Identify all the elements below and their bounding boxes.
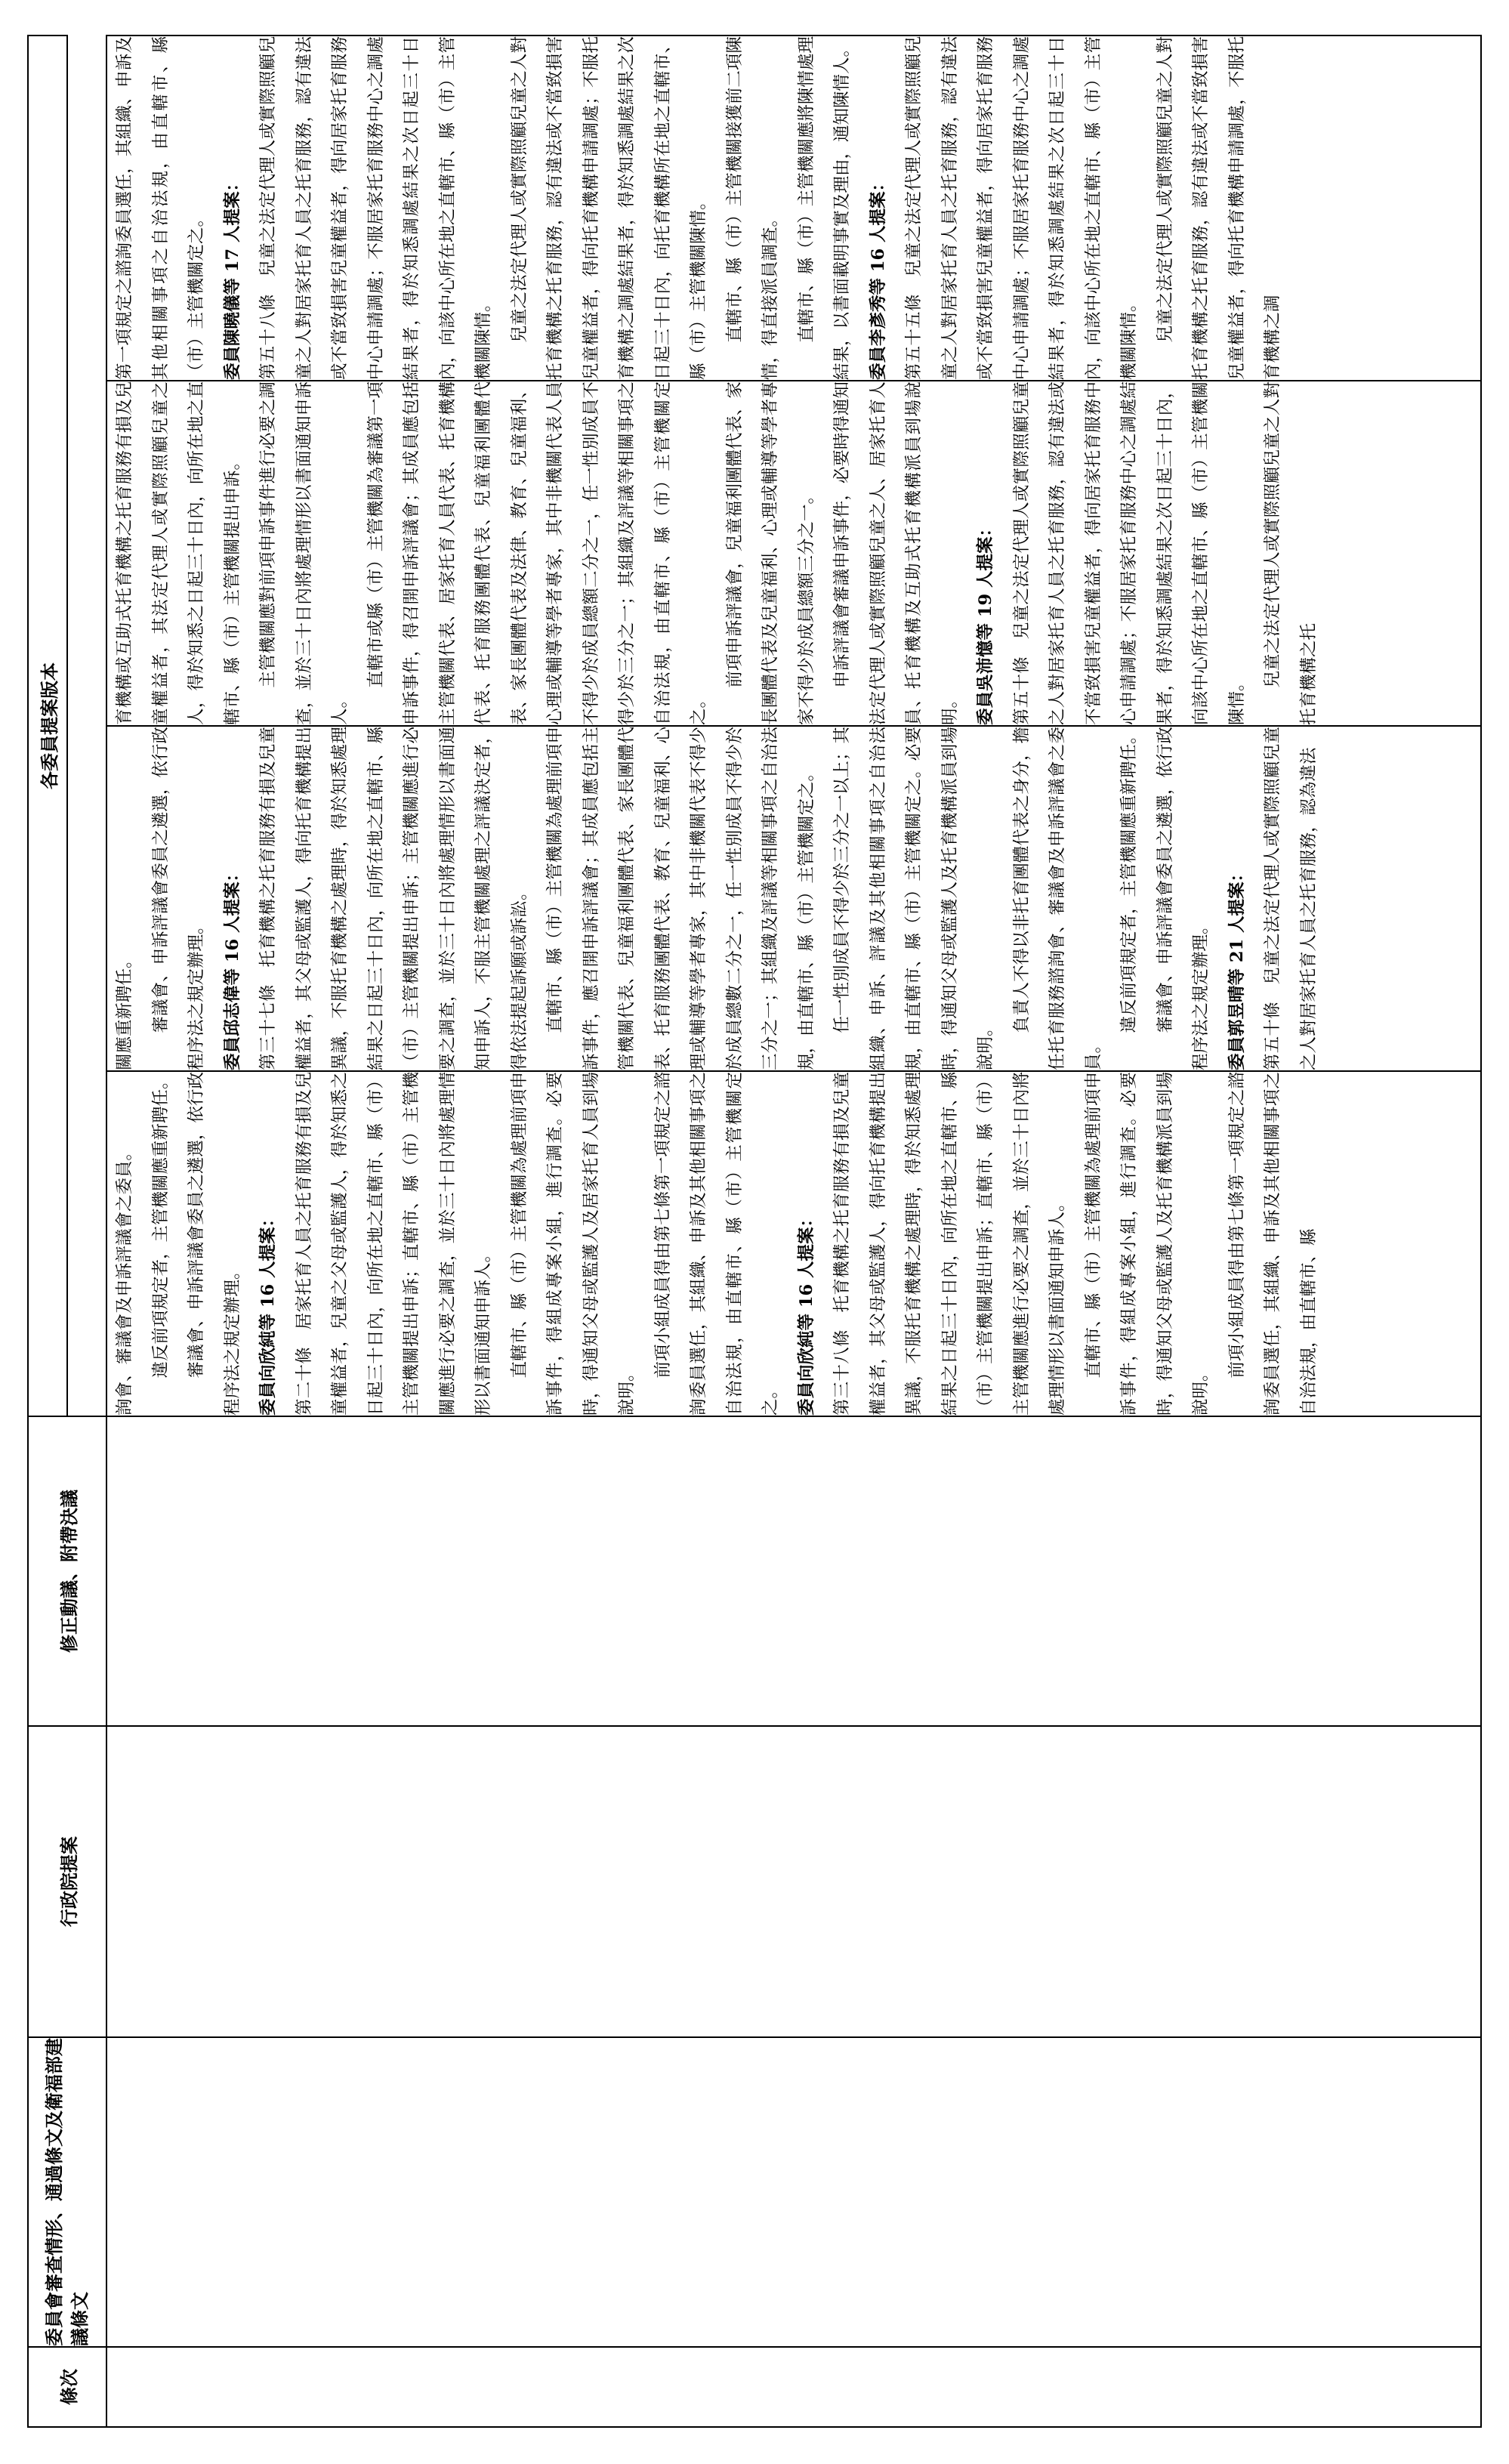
proposal-title: 委員向欣純等 16 人提案： [796,1210,816,1416]
proposal-column-4 [106,36,1481,381]
header-committee-proposals: 各委員提案版本 [28,36,67,1416]
proposal-heading [968,381,1004,725]
proposal-column-3 [106,381,1481,726]
article-paragraph: 第五十八條 兒童之法定代理人或實際照顧兒童之人對居家托育人員之托育服務，認有違法或不當致損害兒童權益者，得向居家托育服務中心申請調處；不服居家托育服務中心之調處結果者，得於知悉調處結果之次日起三十日內，向該中心所在地之直轄市、縣（市）主管機關陳情。 [258,36,493,380]
clause-paragraph: 兒童之法定代理人或實際照顧兒童之人對托育機構之托育服務，認有違法或不當致損害兒童權益者，得向托育機構申請調處，不服托育機構之調 [1155,36,1282,380]
proposal-title: 委員郭昱晴等 21 人提案： [1227,865,1247,1070]
proposal-column-2 [106,726,1481,1071]
proposal-title: 委員向欣純等 16 人提案： [258,1210,278,1416]
clause-paragraph: 詢會、審議會及申訴評議會之委員。 [115,1143,134,1416]
clause-paragraph: 兒童之法定代理人或實際照顧兒童之人對托育機構之托育服務，認有違法或不當致損害兒童權益者，得向托育機構申請調處；不服托育機構之調處結果者，得於知悉調處結果之次日起三十日內，向托育機構所在地之直轄市、縣（市）主管機關陳情。 [509,36,708,380]
committee-review-cell [106,2037,1481,2347]
article-paragraph: 第五十條 兒童之法定代理人或實際照顧兒童之人對居家托育人員之托育服務，認有違法或不當致損害兒童權益者，得向居家托育服務中心申請調處；不服居家托育服務中心之調處結果者，得於知悉調處結果之次日起三十日內，向該中心所在地之直轄市、縣（市）主管機關陳情。 [1011,381,1247,725]
proposal-heading [789,1072,825,1416]
header-executive: 行政院提案 [28,1726,106,2037]
article-paragraph: 第五十五條 兒童之法定代理人或實際照顧兒童之人對居家托育人員之托育服務，認有違法或不當致損害兒童權益者，得向居家托育服務中心申請調處；不服居家托育服務中心之調處結果者，得於知悉調處結果之次日起三十日內，向該中心所在地之直轄市、縣（市）主管機關陳情。 [904,36,1139,380]
proposal-heading [1220,727,1256,1070]
proposal-heading [251,1072,287,1416]
proposal-column-1 [106,1071,1481,1416]
proposal-title: 委員邱志偉等 16 人提案： [222,865,242,1070]
clause-paragraph: 直轄市、縣（市）主管機關應將陳情處理結果，以書面載明事實及理由，通知陳情人。 [796,36,852,380]
clause-paragraph: 直轄市或縣（市）主管機關為審議第一項申訴事件，得召開申訴評議會；其成員應包括主管機關代表、居家托育人員代表、托育機構代表、托育服務團體代表、兒童福利團體代表、家長團體代表及法律、教育、兒童福利、心理或輔導等學者專家，其中非機關代表人員不得少於成員總額二分之一，任一性別成員不得少於三分之一；其組織及評議等相關事項之自治法規，由直轄市、縣（市）主管機關定之。 [366,381,708,725]
clause-paragraph: 負責人不得以非托育團體代表之身分，擔任托育服務諮詢會、審議會及申訴評議會之委員。 [1011,727,1103,1070]
header-amendment: 修正動議、附帶決議 [28,1416,106,1726]
clause-paragraph: 前項小組成員得由第七條第一項規定之諮詢委員選任，其組織、申訴及其他相關事項之自治法規，由直轄市、縣（市）主管機關定之。 [653,1072,780,1416]
clause-paragraph: 審議會、申訴評議會委員之遴選，依行政程序法之規定辦理。 [187,1072,242,1416]
clause-paragraph: 任一性別成員不得少於三分之一以上；其組織、申訴、評議及其他相關事項之自治法規，由直轄市、縣（市）主管機關定之。必要時，得通知父母或監護人及托育機構派員到場說明。 [832,727,995,1070]
clause-paragraph: 關應重新聘任。 [115,951,134,1070]
proposal-title: 委員吳沛憶等 19 人提案： [976,520,995,725]
amendment-cell [106,1416,1481,1726]
proposal-title: 委員陳曉儀等 17 人提案： [222,174,242,380]
clause-paragraph: 審議會、申訴評議會委員之遴選，依行政程序法之規定辦理。 [150,727,206,1070]
clause-paragraph: 直轄市、縣（市）主管機關接獲前二項陳情，得直接派員調查。 [724,36,780,380]
executive-cell [106,1726,1481,2037]
clause-paragraph: 育機構或互助式托育機構之托育服務有損及兒童權益者，其法定代理人或實際照顧兒童之人，得於知悉之日起三十日內，向所在地之直轄市、縣（市）主管機關提出申訴。 [115,381,242,725]
proposal-heading [215,36,252,380]
clause-paragraph: 兒童之法定代理人或實際照顧兒童之人對托育機構之托 [1263,381,1319,725]
clause-paragraph: 違反前項規定者，主管機關應重新聘任。 [150,1072,171,1379]
clause-paragraph: 直轄市、縣（市）主管機關為處理前項申訴事件，得組成專案小組，進行調查。必要時，得通知父母或監護人及居家托育人員到場說明。 [509,1072,637,1416]
article-paragraph: 第二十條 居家托育人員之托育服務有損及兒童權益者，兒童之父母或監護人，得於知悉之日起三十日內，向所在地之直轄市、縣（市）主管機關提出申訴；直轄市、縣（市）主管機關應進行必要之調查，並於三十日內將處理情形以書面通知申訴人。 [294,1072,493,1416]
header-article: 條次 [28,2347,106,2427]
article-cell [106,2347,1481,2427]
proposal-heading [215,727,252,1070]
clause-paragraph: 審議會、申訴評議會委員之遴選，依行政程序法之規定辦理。 [1155,727,1211,1070]
clause-paragraph: 直轄市、縣（市）主管機關為處理前項申訴事件，得組成專案小組，進行調查。必要時，得通知父母或監護人及托育機構派員到場說明。 [1083,1072,1211,1416]
header-committee-review: 委員會審查情形、通過條文及衛福部建議條文 [28,2037,106,2347]
article-paragraph: 第三十七條 托育機構之托育服務有損及兒童權益者，其父母或監護人，得向托育機構提出異議，不服托育機構之處理時，得於知悉處理結果之日起三十日內，向所在地之直轄市、縣（市）主管機關提出申訴；主管機關應進行必要之調查，並於三十日內將處理情形以書面通知申訴人，不服主管機關處理之評議決定者，得依法提起訴願或訴訟。 [258,727,529,1070]
clause-paragraph: 前項小組成員得由第七條第一項規定之諮詢委員選任，其組織、申訴及其他相關事項之自治法規，由直轄市、縣 [1227,1072,1319,1416]
clause-paragraph: 違反前項規定者，主管機關應重新聘任。 [1119,727,1139,1033]
article-paragraph: 第三十八條 托育機構之托育服務有損及兒童權益者，其父母或監護人，得向托育機構提出異議，不服托育機構之處理時，得於知悉處理結果之日起三十日內，向所在地之直轄市、縣（市）主管機關提出申訴；直轄市、縣（市）主管機關應進行必要之調查，並於三十日內將處理情形以書面通知申訴人。 [832,1072,1067,1416]
clause-paragraph: 直轄市、縣（市）主管機關為處理前項申訴事件，應召開申訴評議會；其成員應包括主管機關代表、兒童福利團體代表、家長團體代表、托育服務團體代表、教育、兒童福利、心理或輔導等學者專家，其中非機關代表不得少於成員總數二分之一，任一性別成員不得少於三分之一；其組織及評議等相關事項之自治法規，由直轄市、縣（市）主管機關定之。 [545,727,816,1070]
clause-paragraph: 前項申訴評議會，兒童福利團體代表、家長團體代表及兒童福利、心理或輔導等學者專家不得少於成員總額三分之一。 [724,381,816,725]
comparison-table [27,35,1482,2428]
proposal-title: 委員李彥秀等 16 人提案： [868,174,888,380]
clause-paragraph: 主管機關應對前項申訴事件進行必要之調查，並於三十日內將處理情形以書面通知申訴人。 [258,381,350,725]
clause-paragraph: 申訴評議會審議申訴事件，必要時得通知法定代理人或實際照顧兒童之人、居家托育人員、托育機構及互助式托育機構派員到場說明。 [832,381,960,725]
clause-paragraph: 第一項規定之諮詢委員選任，其組織、申訴及其他相關事項之自治法規，由直轄市、縣（市）主管機關定之。 [115,36,206,380]
proposal-heading [861,36,897,380]
article-paragraph: 第五十條 兒童之法定代理人或實際照顧兒童之人對居家托育人員之托育服務，認為違法 [1263,727,1319,1070]
